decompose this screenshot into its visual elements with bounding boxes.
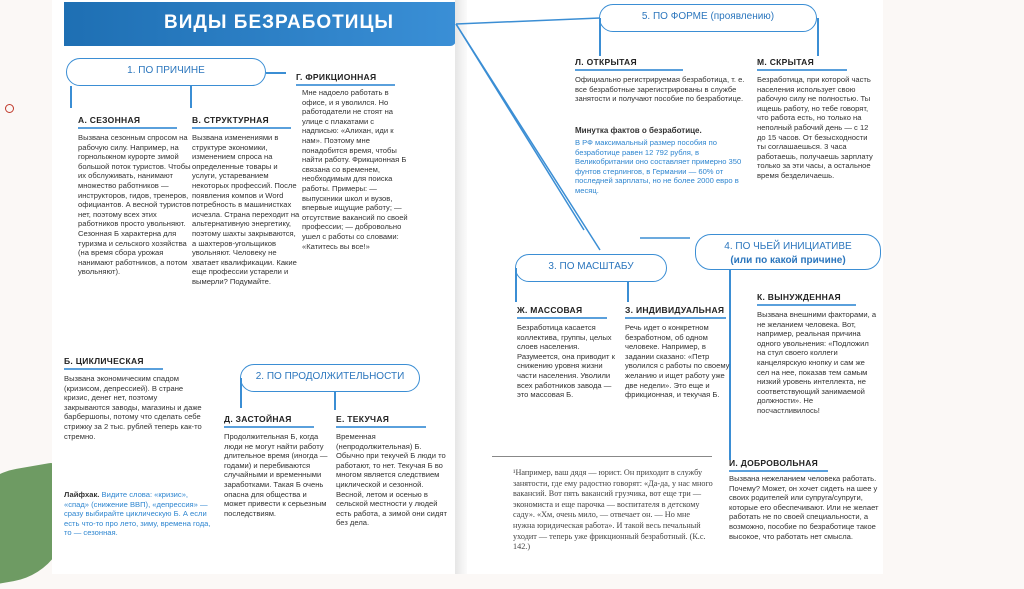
section-duration-pill: 2. ПО ПРОДОЛЖИТЕЛЬНОСТИ (240, 364, 420, 392)
lifehack-body: Видите слова: «кризис», «спад» (снижение ВВП), «депрессия» — сразу выбирайте циклическую Б. А если есть что-то про лето, зиму, времена года, то — сезонная. (64, 490, 211, 538)
text-mass: Безработица касается коллектива, группы, целых слоев населения. Разумеется, она приводит к снижению уровня жизни части населения. Уволили всех работников завода — это массовая Б. (517, 323, 615, 400)
text-seasonal: Вызвана сезонным спросом на рабочую силу. Например, на горнолыжном курорте зимой большой поток туристов. Чтобы их обслуживать, нанимают множество работников — инструкторов, гидов, тренеров, официантов. А весной туристов нет, поэтому всех этих работников просто увольняют. Сезонная Б характерна для туризма и сельского хозяйства (на время сбора урожая нанимают работников, а потом увольняют). (78, 133, 191, 277)
heading-seasonal: А. СЕЗОННАЯ (78, 115, 188, 129)
heading-forced: К. ВЫНУЖДЕННАЯ (757, 292, 867, 306)
heading-mass: Ж. МАССОВАЯ (517, 305, 617, 319)
heading-structural: В. СТРУКТУРНАЯ (192, 115, 302, 129)
section-scale-pill: 3. ПО МАСШТАБУ (515, 254, 667, 282)
arrow-from-title (456, 24, 600, 250)
facts-text: В РФ максимальный размер пособия по безработице равен 12 792 рубля, в Великобритании оно составляет примерно 350 фунтов стерлингов, в Германии — 60% от последней зарплаты, но не более 2000 евро в месяц. (575, 138, 742, 195)
text-cyclical: Вызвана экономическим спадом (кризисом, депрессией). В стране кризис, денег нет, поэтому закрываются заводы, магазины и даже барбершопы, потому что сделать себе стрижку за 2 тыс. рублей теперь как-то стремно. (64, 374, 202, 441)
heading-stagnant: Д. ЗАСТОЙНАЯ (224, 414, 324, 428)
initiative-title: 4. ПО ЧЬЕЙ ИНИЦИАТИВЕ (724, 241, 852, 252)
heading-hidden: М. СКРЫТАЯ (757, 57, 857, 71)
lifehack-label: Лайфхак. (64, 490, 100, 499)
text-stagnant: Продолжительная Б, когда люди не могут найти работу длительное время (иногда — годами) и перебиваются случайными и временными заработками. Такая Б очень опасна для общества и может привести к серьезным последствиям. (224, 432, 328, 518)
text-structural: Вызвана изменениями в структуре экономики, изменением спроса на определенные товары и услуги, устареванием некоторых профессий. После появления компов и Word потребность в машинистках исчезла. Страна переходит на альтернативную энергетику, поэтому шахты закрываются, а шахтеров-угольщиков увольняют. Человеку не хватает квалификации. Какие еще профессии устарели и вымерли? Подумайте. (192, 133, 300, 286)
text-frictional: Мне надоело работать в офисе, и я уволился. Но работодатели не стоят на улице с плакатами с надписью: «Алихан, иди к нам». Поэтому мне понадобится время, чтобы найти работу. Фрикционная Б связана со временем, необходимым для поиска работы. Примеры: — выпускники школ и вузов, впервые ищущие работу; — отсутствие вакансий по своей профессии; — добровольно ушел с работы со словами: «Катитесь вы все!» (302, 88, 408, 251)
facts-title: Минутка фактов о безработице. (575, 126, 702, 135)
text-open: Официально регистрируемая безработица, т. е. все безработные зарегистрированы в службе занятости и получают пособие по безработице. (575, 75, 745, 104)
heading-cyclical: Б. ЦИКЛИЧЕСКАЯ (64, 356, 174, 370)
heading-fluid: Е. ТЕКУЧАЯ (336, 414, 436, 428)
text-voluntary: Вызвана нежеланием человека работать. Почему? Может, он хочет сидеть на шее у своих родителей или супруга/супруги, которые его обеспечивают. Или не желает работать не по своей специальности, а возможно, пособие по безработице такое высокое, что работать нет смысла. (729, 474, 879, 541)
section-form-pill: 5. ПО ФОРМЕ (проявлению) (599, 4, 817, 32)
arrow-to-form (456, 18, 600, 24)
initiative-subtitle: (или по какой причине) (730, 255, 846, 266)
section-cause-pill: 1. ПО ПРИЧИНЕ (66, 58, 266, 86)
text-individual: Речь идет о конкретном безработном, об одном человеке. Например, в задании сказано: «Петр уволился с работы по своему желанию и ищет работу уже две недели». Это еще и фрикционная, и текучая Б. (625, 323, 730, 400)
heading-open: Л. ОТКРЫТАЯ (575, 57, 695, 71)
page-title: ВИДЫ БЕЗРАБОТИЦЫ (64, 2, 456, 46)
text-forced: Вызвана внешними факторами, а не желанием человека. Вот, например, реальная причина одного увольнения: «Подложил на стул своего коллеги канцелярскую кнопку и сам же сел на нее, показав тем самым низкий уровень интеллекта, не соответствующий занимаемой должности». Не посчастливилось! (757, 310, 877, 415)
heading-voluntary: И. ДОБРОВОЛЬНАЯ (729, 458, 839, 472)
text-fluid: Временная (непродолжительная) Б. Обычно при текучей Б люди то работают, то нет. Текучая Б во многом является следствием циклической и сезонной. Весной, летом и осенью в сельской местности у людей есть работа, а зимой они сидят без дела. (336, 432, 447, 528)
heading-individual: З. ИНДИВИДУАЛЬНАЯ (625, 305, 737, 319)
text-hidden: Безработица, при которой часть населения использует свою рабочую силу не полностью. Ты ищешь работу, но тебе говорят, что работа есть, но только на неполный рабочий день — с 12 до 15 часов. От безысходности ты соглашаешься. 3 часа работаешь, получаешь зарплату только за эти часы, а остальное время безделичаешь. (757, 75, 873, 180)
heading-frictional: Г. ФРИКЦИОННАЯ (296, 72, 406, 86)
footnote-text: ¹Например, ваш дядя — юрист. Он приходит в службу занятости, где ему радостно говорят: «Да-да, у нас много вакансий. Вот пять вакансий грузчика, вот еще три — экономиста и еще парочка — воспитателя в детскому саду». «Хм, очень мило, — отвечает он. — Но мне нужна юридическая работа». И такой весь печальный уходит — теперь уже фрикционный безработный. (К.с. 142.) (513, 468, 713, 552)
